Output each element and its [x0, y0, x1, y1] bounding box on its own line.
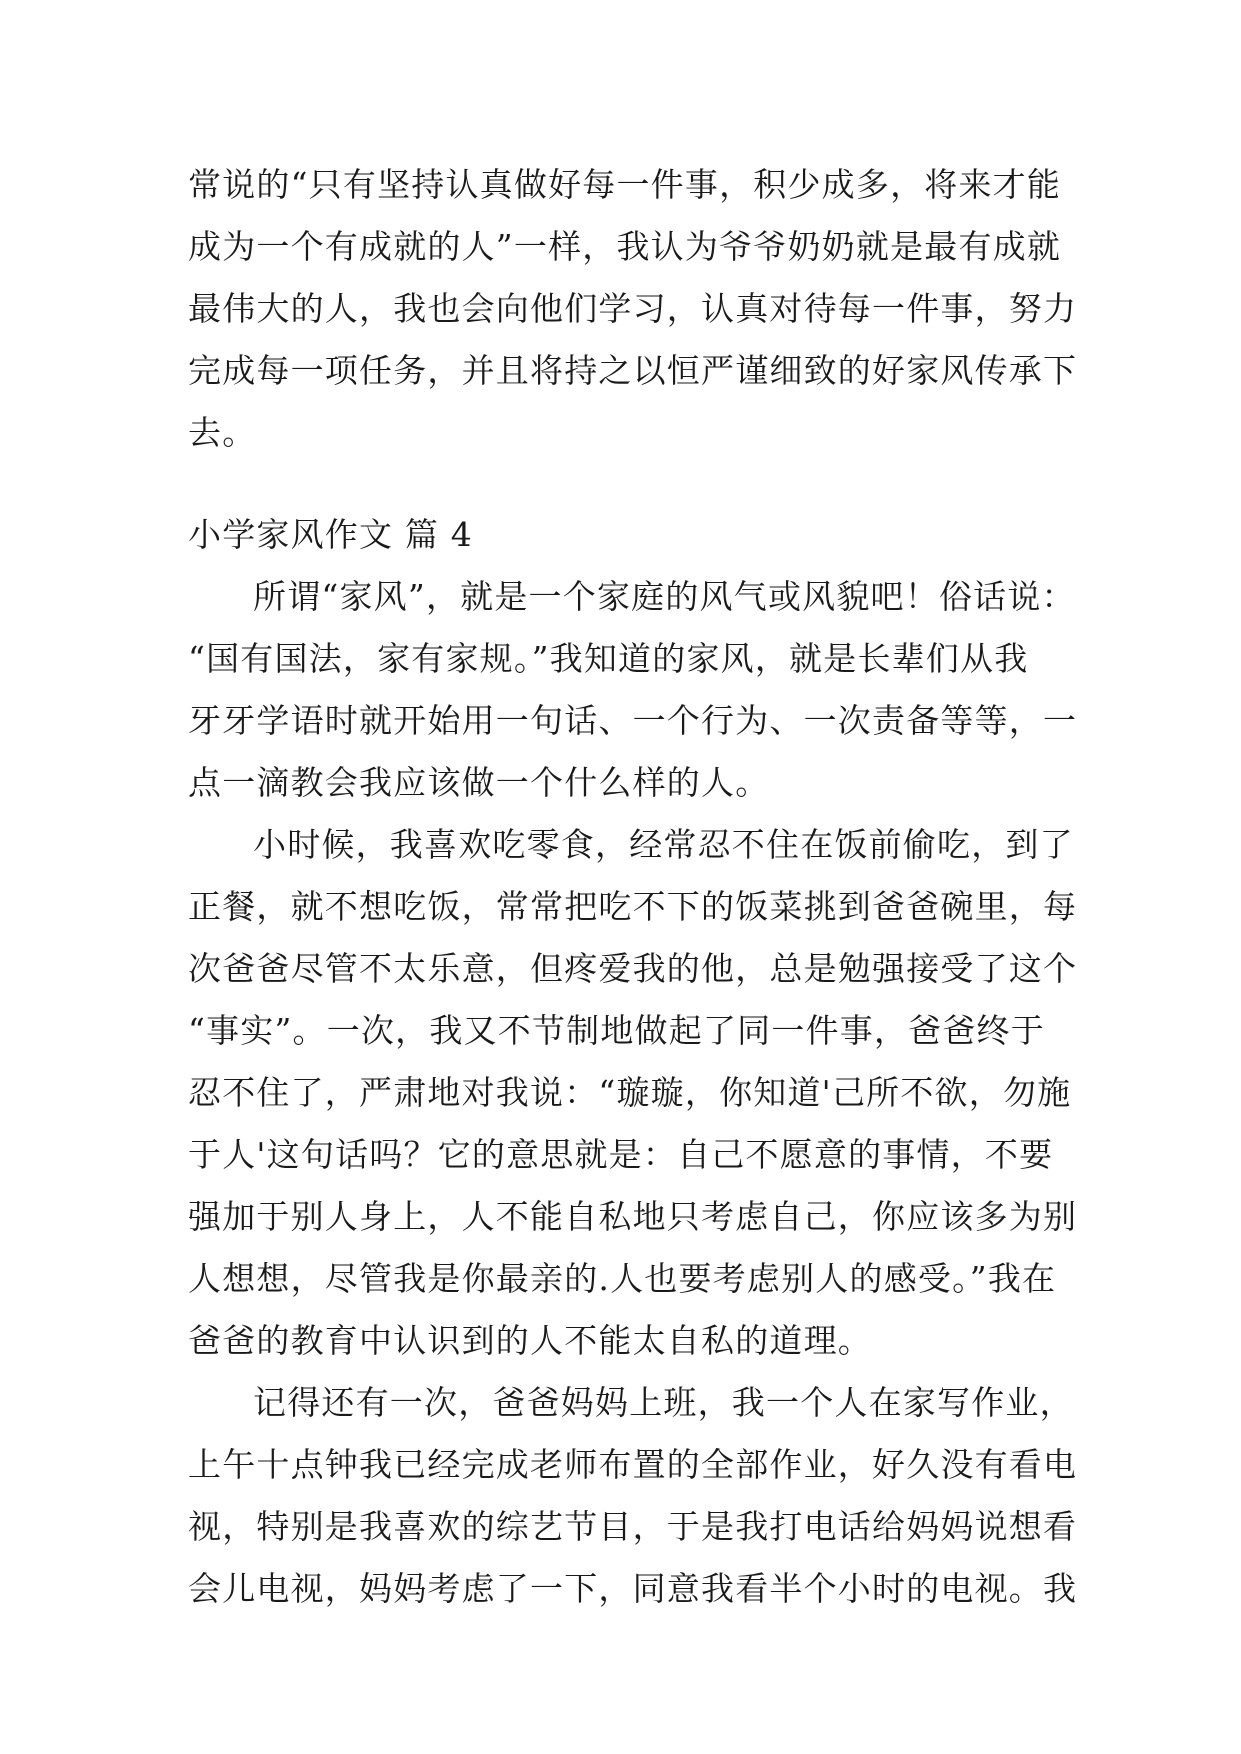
paragraph-first-line: 记得还有一次，爸爸妈妈上班，我一个人在家写作业，	[253, 1383, 1074, 1422]
paragraph-first-line: 所谓“家风”，就是一个家庭的风气或风貌吧！俗话说：	[253, 577, 1076, 616]
section-heading: 小学家风作文 篇 4	[188, 515, 473, 554]
text-line: 成为一个有成就的人”一样，我认为爷爷奶奶就是最有成就	[188, 227, 1062, 266]
text-line: 强加于别人身上，人不能自私地只考虑自己，你应该多为别	[188, 1197, 1078, 1236]
text-line: “事实”。一次，我又不节制地做起了同一件事，爸爸终于	[188, 1011, 1045, 1050]
text-line: 牙牙学语时就开始用一句话、一个行为、一次责备等等，一	[188, 701, 1078, 740]
paragraph-first-line: 小时候，我喜欢吃零食，经常忍不住在饭前偷吃，到了	[253, 825, 1074, 864]
text-line: 人想想，尽管我是你最亲的.人也要考虑别人的感受。”我在	[188, 1259, 1057, 1298]
text-line: 于人'这句话吗？它的意思就是：自己不愿意的事情，不要	[188, 1135, 1054, 1174]
text-line: 正餐，就不想吃饭，常常把吃不下的饭菜挑到爸爸碗里，每	[188, 887, 1078, 926]
text-line: 常说的“只有坚持认真做好每一件事，积少成多，将来才能	[188, 165, 1062, 204]
text-line: 完成每一项任务，并且将持之以恒严谨细致的好家风传承下	[188, 351, 1078, 390]
text-line: 爸爸的教育中认识到的人不能太自私的道理。	[188, 1321, 872, 1360]
text-line: 会儿电视，妈妈考虑了一下，同意我看半个小时的电视。我	[188, 1569, 1078, 1608]
text-line: 最伟大的人，我也会向他们学习，认真对待每一件事，努力	[188, 289, 1078, 328]
text-line: 忍不住了，严肃地对我说：“璇璇，你知道'己所不欲，勿施	[188, 1073, 1072, 1112]
text-line: 次爸爸尽管不太乐意，但疼爱我的他，总是勉强接受了这个	[188, 949, 1078, 988]
text-line: 视，特别是我喜欢的综艺节目，于是我打电话给妈妈说想看	[188, 1507, 1078, 1546]
text-line: “国有国法，家有家规。”我知道的家风，就是长辈们从我	[188, 639, 1029, 678]
text-line: 上午十点钟我已经完成老师布置的全部作业，好久没有看电	[188, 1445, 1078, 1484]
text-line: 点一滴教会我应该做一个什么样的人。	[188, 763, 770, 802]
text-line: 去。	[188, 413, 257, 452]
